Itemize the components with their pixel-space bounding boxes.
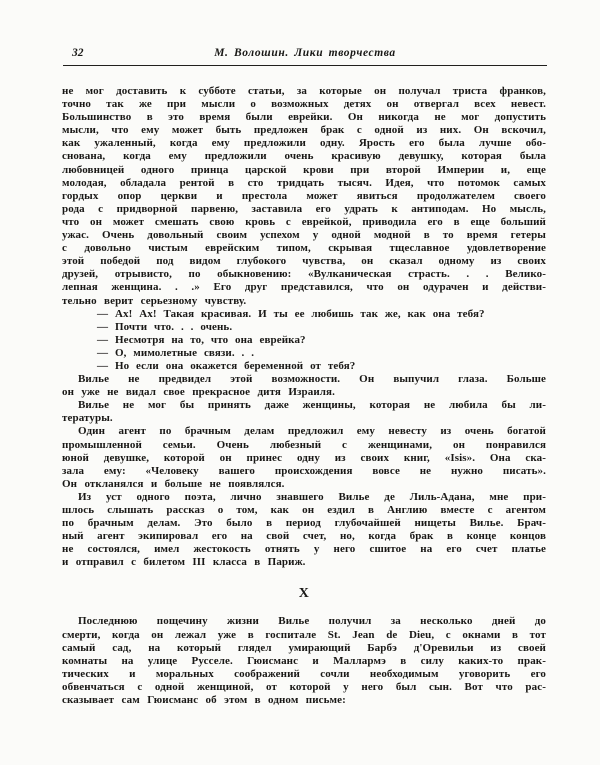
text-line: самый сад, на который глядел умирающий Барбэ д'Оревильи из своей (62, 641, 546, 654)
text-line: этой победой под видом глубокого чувства, он сказал одному из своих (62, 255, 546, 268)
running-title: М. Волошин. Лики творчества (214, 47, 396, 59)
dialogue-line: — О, мимолетные связи. . . (97, 346, 255, 359)
text-line: Из уст одного поэта, лично знавшего Вилье де Лиль-Адана, мне при- (78, 490, 546, 503)
text-line: мысли, что ему может быть предложен брак с одной из них. Он вскочил, (62, 124, 546, 137)
text-line: лепная женщина. . .» Его друг представился, что он одурачен и действи- (62, 281, 546, 294)
text-line: он уже не видал свое прекрасное дитя Израиля. (62, 386, 335, 399)
text-line: тературы. (62, 412, 113, 425)
text-line: тельно верит серьезному чувству. (62, 294, 247, 307)
page-number: 32 (72, 47, 84, 59)
dialogue-line: — Но если она окажется беременной от тебя? (97, 359, 356, 372)
dialogue-line: — Почти что. . . очень. (97, 320, 233, 333)
text-line: по брачным делам. Это было в период глубочайшей нищеты Вилье. Брач- (62, 517, 546, 530)
text-line: юной девушке, которой он принес одну из своих книг, «Isis». Она ска- (62, 451, 546, 464)
text-line: как ужаленный, когда ему предложили одну. Ярость его была лучше обо- (62, 137, 546, 150)
text-line: не состоялся, имел жестокость отнять у него сшитое на его счет платье (62, 543, 546, 556)
paragraph (62, 615, 546, 707)
paragraph (62, 399, 546, 425)
text-line: с довольно чистым еврейским типом, скрывая тщеславное удовлетворение (62, 242, 546, 255)
text-line: Один агент по брачным делам предложил ему невесту из очень богатой (78, 425, 546, 438)
text-line: снована, когда ему предложили очень красивую девушку, которая была (62, 150, 546, 163)
paragraph (62, 373, 546, 399)
section-heading: X (298, 586, 310, 602)
text-line: Он откланялся и больше не появлялся. (62, 477, 285, 490)
text-line: зала ему: «Человеку вашего происхождения вовсе не нужно писать». (62, 464, 546, 477)
text-line: тических и моральных соображений сочли необходимым уговорить его (62, 667, 546, 680)
text-line: Большинство в это время были еврейки. Он никогда не мог допустить (62, 111, 546, 124)
text-line: не мог доставить к субботе статьи, за которые он получал триста франков, (62, 85, 546, 97)
text-line: сказывает сам Гюисманс об этом в одном письме: (62, 694, 346, 707)
text-line: друзей, отрывисто, по обыкновению: «Вулканическая страсть. . . Велико- (62, 268, 546, 281)
text-line: промышленной семьи. Очень любезный с женщинами, он понравился (62, 438, 546, 451)
paragraph (62, 491, 546, 570)
paragraph (62, 425, 546, 490)
text-line: Вилье не мог бы принять даже женщины, которая не любила бы ли- (78, 399, 546, 412)
dialogue-line: — Несмотря на то, что она еврейка? (97, 333, 306, 346)
text-line: Последнюю пощечину жизни Вилье получил за несколько дней до (78, 615, 546, 628)
text-line: гордых опор церкви и престола может явиться продолжателем своего (62, 189, 546, 202)
dialogue-line: — Ах! Ах! Такая красивая. И ты ее любишь так же, как она тебя? (97, 307, 485, 320)
text-line: что он может смешать свою кровь с еврейкой, приводила его в еще больший (62, 215, 546, 228)
text-body (62, 85, 546, 707)
text-line: ужас. Очень довольный своим успехом у одной модной в то время гетеры (62, 229, 546, 242)
paragraph (62, 85, 546, 308)
text-line: точно так же при мысли о возможных детях он отвергал всех невест. (62, 98, 546, 111)
text-line: рода с придворной парвеню, заставила его удрать к антиподам. Но мысль, (62, 202, 546, 215)
text-line: смерти, когда он лежал уже в госпитале St. Jean de Dieu, с окнами в тот (62, 628, 546, 641)
text-line: ный агент экипировал его на свой счет, но, когда брак в конце концов (62, 530, 546, 543)
text-line: и отправил с билетом III класса в Париж. (62, 556, 306, 569)
dialogue-block (62, 308, 546, 373)
text-line: шлось слышать рассказ о том, как он ездил в Англию вместе с агентом (62, 504, 546, 516)
text-line: молодая, обладала рентой в сто тридцать тысяч. Идея, что потомок самых (62, 176, 546, 189)
header-rule (63, 65, 547, 66)
page-header (63, 47, 547, 62)
text-line: обвенчаться с одной женщиной, от которой у него был сын. Вот что рас- (62, 680, 546, 693)
text-line: комнаты на улице Русселе. Гюисманс и Маллармэ в силу каких-то прак- (62, 654, 546, 667)
text-line: Вилье не предвидел этой возможности. Он выпучил глаза. Больше (78, 373, 546, 386)
text-line: любовницей одного принца царской крови при второй Империи и, еще (62, 163, 546, 176)
